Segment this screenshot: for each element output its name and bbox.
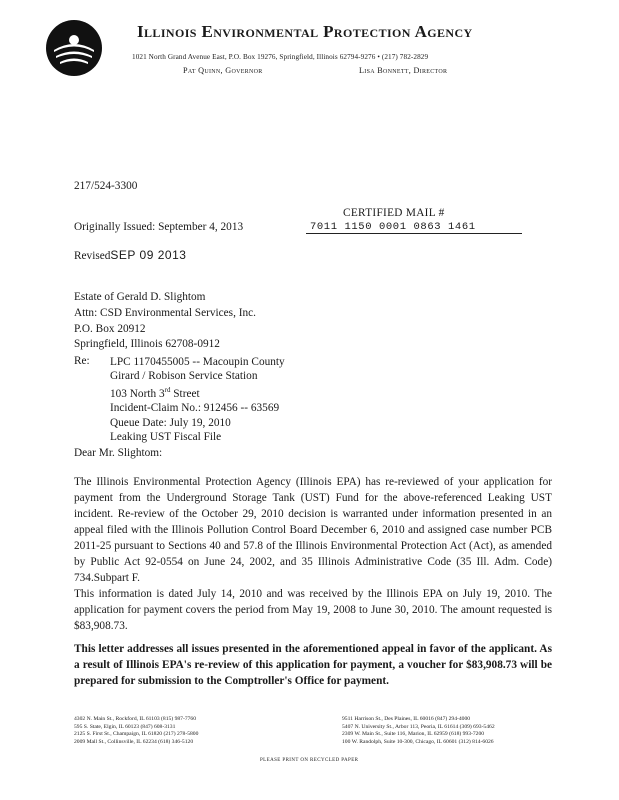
phone-number: 217/524-3300 bbox=[74, 180, 138, 192]
re-line: LPC 1170455005 -- Macoupin County bbox=[110, 356, 285, 368]
recipient-address bbox=[74, 290, 256, 353]
re-street-suffix: rd bbox=[164, 386, 171, 395]
re-line: Girard / Robison Service Station bbox=[110, 370, 258, 383]
issued-date: Originally Issued: September 4, 2013 bbox=[74, 221, 244, 233]
footer-offices-left bbox=[74, 716, 198, 746]
agency-logo bbox=[46, 20, 102, 76]
paragraph-information: This information is dated July 14, 2010 and was received by the Illinois EPA on July 19, 2010. The application for payment covers the period from May 19, 2008 to June 30, 2010. The amount requested is $83,908.73. bbox=[74, 588, 552, 632]
revised-stamp: SEP 09 2013 bbox=[110, 248, 187, 262]
footer-office: 2309 W. Main St., Suite 116, Marion, IL 62959 (618) 993-7200 bbox=[342, 731, 485, 738]
certified-mail-number: 7011 1150 0001 0863 1461 bbox=[310, 221, 476, 233]
agency-address: 1021 North Grand Avenue East, P.O. Box 19276, Springfield, Illinois 62794-9276 • (217) 782-2829 bbox=[132, 53, 429, 61]
re-street-name: Street bbox=[170, 388, 200, 401]
footer-office: 2009 Mall St., Collinsville, IL 62234 (618) 346-5120 bbox=[74, 738, 194, 745]
recipient-line: P.O. Box 20912 bbox=[74, 322, 146, 335]
re-block bbox=[110, 355, 285, 444]
recipient-line: Estate of Gerald D. Slightom bbox=[74, 291, 206, 303]
footer-offices-right bbox=[342, 716, 495, 746]
footer-office: 4302 N. Main St., Rockford, IL 61103 (815) 987-7760 bbox=[74, 716, 197, 722]
re-line: Leaking UST Fiscal File bbox=[110, 430, 222, 443]
re-label: Re: bbox=[74, 355, 90, 367]
footer-office: 5407 N. University St., Arbor 113, Peoria, IL 61614 (309) 693-5462 bbox=[342, 723, 495, 730]
agency-name: Illinois Environmental Protection Agency bbox=[137, 22, 473, 41]
re-line: Incident-Claim No.: 912456 -- 63569 bbox=[110, 402, 280, 415]
footer-office: 9511 Harrison St., Des Plaines, IL 60016 (847) 294-4000 bbox=[342, 716, 471, 722]
paragraph-decision: This letter addresses all issues presented in the aforementioned appeal in favor of the applicant. As a result of Illinois EPA's re-review of this application for payment, a voucher for $83,908.73 will be prepared for submission to the Comptroller's Office for payment. bbox=[74, 643, 552, 687]
revised-date bbox=[74, 248, 186, 262]
salutation: Dear Mr. Slightom: bbox=[74, 447, 163, 459]
re-line bbox=[110, 383, 285, 401]
governor-name: Pat Quinn, Governor bbox=[183, 66, 263, 75]
re-street-number: 103 North 3 bbox=[110, 388, 165, 401]
footer-office: 2125 S. First St., Champaign, IL 61820 (217) 278-5800 bbox=[74, 731, 199, 738]
recycled-paper-note: PLEASE PRINT ON RECYCLED PAPER bbox=[260, 758, 359, 763]
revised-label: Revised bbox=[74, 250, 111, 262]
re-line: Queue Date: July 19, 2010 bbox=[110, 416, 231, 429]
certified-underline bbox=[306, 233, 522, 234]
director-name: Lisa Bonnett, Director bbox=[359, 66, 448, 75]
recipient-line: Attn: CSD Environmental Services, Inc. bbox=[74, 306, 256, 319]
footer-office: 595 S. State, Elgin, IL 60123 (847) 608-3131 bbox=[74, 723, 176, 730]
paragraph-review: The Illinois Environmental Protection Agency (Illinois EPA) has re-reviewed of your application for payment from the Underground Storage Tank (UST) Fund for the above-referenced Leaking UST incident. Re-review of the October 29, 2010 decision is warranted under information presented in an appeal filed with the Illinois Pollution Control Board December 6, 2010 and assigned case number PCB 2011-25 pursuant to Sections 40 and 57.8 of the Illinois Environmental Protection Act (Act), as amended by Public Act 92-0554 on June 24, 2002, and 35 Illinois Administrative Code (35 Ill. Adm. Code) 734.Subpart F. bbox=[74, 476, 552, 584]
recipient-line: Springfield, Illinois 62708-0912 bbox=[74, 338, 220, 351]
footer-office: 100 W. Randolph, Suite 10-300, Chicago, IL 60601 (312) 814-6026 bbox=[342, 738, 494, 745]
certified-mail-label: CERTIFIED MAIL # bbox=[343, 207, 445, 219]
agency-seal-icon bbox=[46, 20, 102, 76]
